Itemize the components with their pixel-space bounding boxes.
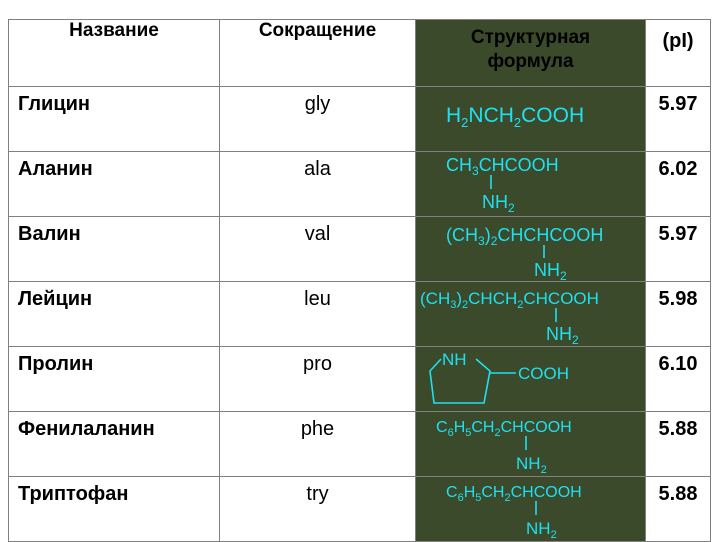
svg-text:CH3CHCOOH: $CH_3CHCOOH$ — [446, 155, 559, 178]
abbr-text: ala — [304, 158, 331, 180]
name-text: Фенилаланин — [18, 418, 155, 440]
svg-text:NH: NH — [442, 350, 467, 369]
pi-value: 5.88 — [658, 483, 698, 505]
svg-text:(CH3)2CHCHCOOH: $(CH_3)_2CHCHCOOH$ — [446, 225, 604, 248]
svg-text:C6H5CH2CHCOOH: $C_6H_5CH_2CHCOOH$ — [446, 484, 582, 504]
header-abbreviation: Сокращение — [220, 20, 416, 87]
amino-acid-abbreviation — [220, 347, 416, 412]
amino-acid-name — [9, 347, 220, 412]
structural-formula-alanine — [416, 152, 646, 217]
amino-acid-abbreviation — [220, 152, 416, 217]
pi-value: 5.98 — [658, 288, 698, 310]
table-row — [9, 87, 711, 152]
header-formula-line2: формула — [487, 51, 574, 72]
isoelectric-point — [646, 217, 711, 282]
name-text: Валин — [18, 223, 81, 245]
svg-text:NH2: $NH_2$ — [534, 260, 567, 281]
abbr-text: phe — [300, 418, 335, 440]
pi-value: 5.88 — [658, 418, 698, 440]
abbr-text: leu — [304, 288, 331, 310]
formula-proline-image — [416, 347, 646, 411]
pi-value: 6.02 — [658, 158, 698, 180]
pi-value: 5.97 — [658, 223, 698, 245]
isoelectric-point — [646, 152, 711, 217]
amino-acid-abbreviation — [220, 412, 416, 477]
table-row — [9, 347, 711, 412]
isoelectric-point — [646, 347, 711, 412]
formula-alanine-image — [416, 152, 646, 216]
table-row — [9, 217, 711, 282]
header-name: Название — [9, 20, 220, 87]
svg-text:NH2: $NH_2$ — [516, 454, 547, 476]
table-row — [9, 152, 711, 217]
formula-glycine-image — [416, 87, 646, 151]
name-text: Пролин — [18, 353, 94, 375]
name-text: Аланин — [18, 158, 93, 180]
amino-acid-name — [9, 152, 220, 217]
structural-formula-valine — [416, 217, 646, 282]
abbr-text: gly — [304, 93, 331, 115]
svg-text:(CH3)2CHCH2CHCOOH: $(CH_3)_2CHCH_2CHCOOH$ — [420, 289, 599, 311]
table-row — [9, 477, 711, 542]
pi-value: 5.97 — [658, 93, 698, 115]
amino-acid-name — [9, 282, 220, 347]
isoelectric-point — [646, 477, 711, 542]
table-row — [9, 282, 711, 347]
pi-value: 6.10 — [658, 353, 698, 375]
table-row — [9, 412, 711, 477]
amino-acid-abbreviation — [220, 282, 416, 347]
amino-acid-abbreviation — [220, 217, 416, 282]
svg-text:NH2: $NH_2$ — [482, 192, 515, 215]
formula-leucine-image — [416, 282, 646, 346]
header-pi-label: (pI) — [662, 30, 694, 52]
formula-tryptophan-image — [416, 477, 646, 541]
amino-acid-name — [9, 87, 220, 152]
amino-acid-name — [9, 217, 220, 282]
header-pi — [646, 20, 711, 87]
amino-acid-name — [9, 412, 220, 477]
svg-text:NH2: $NH_2$ — [546, 324, 579, 346]
svg-text:H2NCH2COOH: $H_2NCH_2COOH$ — [446, 104, 585, 130]
amino-acid-abbreviation — [220, 87, 416, 152]
name-text: Глицин — [18, 93, 91, 115]
formula-valine-image — [416, 217, 646, 281]
abbr-text: pro — [303, 353, 332, 375]
svg-text:NH2: $NH_2$ — [526, 519, 557, 541]
name-text: Лейцин — [18, 288, 93, 310]
amino-acid-table — [8, 19, 711, 542]
structural-formula-tryptophan — [416, 477, 646, 542]
header-formula — [416, 20, 646, 87]
svg-text:C6H5CH2CHCOOH: $C_6H_5CH_2CHCOOH$ — [436, 419, 572, 439]
isoelectric-point — [646, 87, 711, 152]
structural-formula-glycine — [416, 87, 646, 152]
isoelectric-point — [646, 412, 711, 477]
formula-phenylalanine-image — [416, 412, 646, 476]
abbr-text: val — [304, 223, 331, 245]
amino-acid-name — [9, 477, 220, 542]
structural-formula-leucine — [416, 282, 646, 347]
header-row — [9, 20, 711, 87]
name-text: Триптофан — [18, 483, 129, 505]
isoelectric-point — [646, 282, 711, 347]
abbr-text: try — [306, 483, 329, 505]
header-formula-line1: Структурная — [470, 27, 591, 48]
structural-formula-proline — [416, 347, 646, 412]
amino-acid-abbreviation — [220, 477, 416, 542]
svg-text:COOH: COOH — [518, 364, 569, 383]
structural-formula-phenylalanine — [416, 412, 646, 477]
